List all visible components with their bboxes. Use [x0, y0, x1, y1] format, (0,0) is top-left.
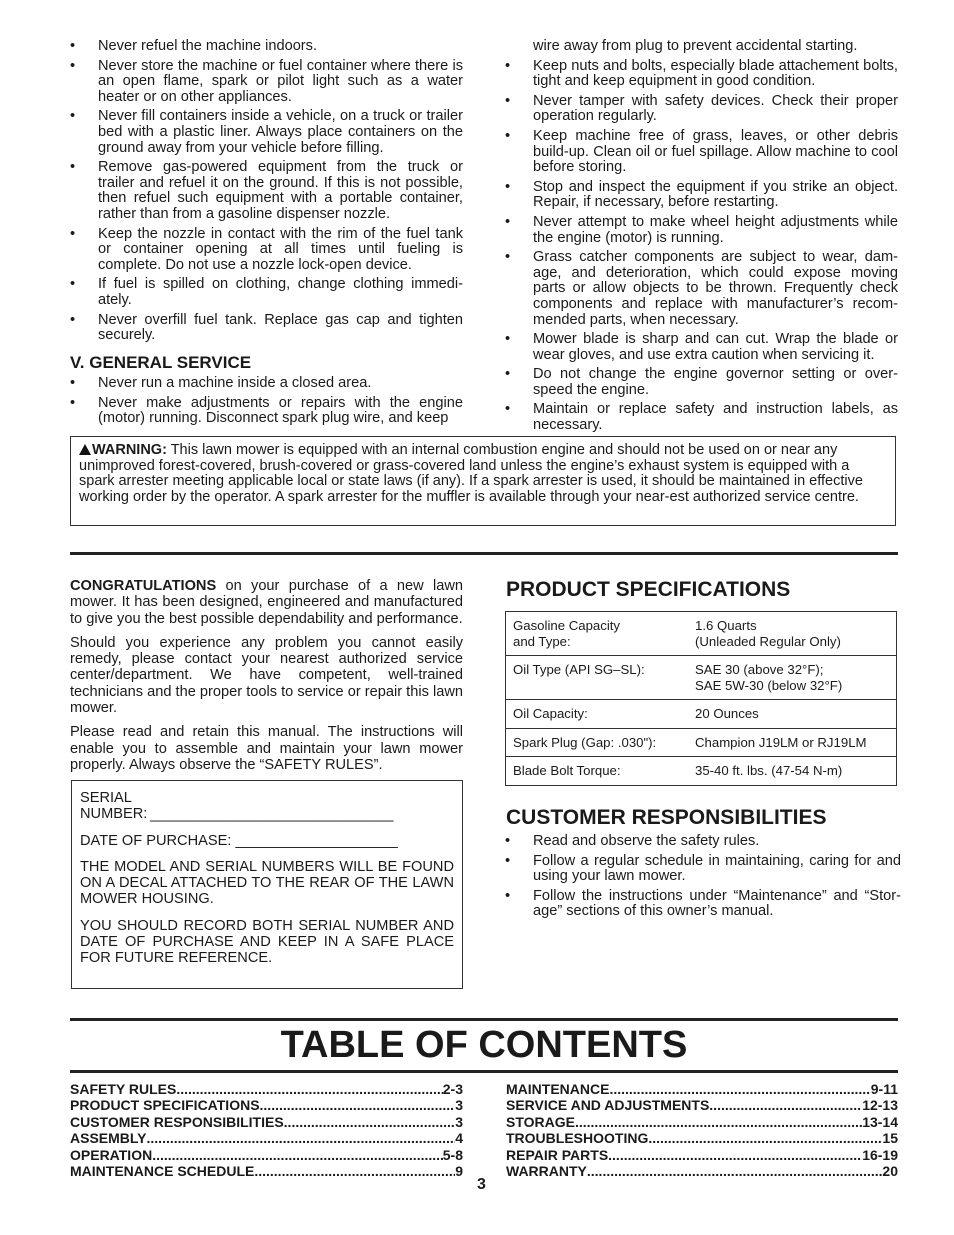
toc-entry-label: MAINTENANCE SCHEDULE	[70, 1163, 255, 1180]
toc-entry[interactable]	[506, 1081, 898, 1097]
list-item: • Never run a machine inside a closed area.	[70, 376, 463, 392]
toc-entry-label: STORAGE	[506, 1113, 575, 1130]
toc-entry[interactable]	[70, 1097, 463, 1113]
spec-value: SAE 5W-30 (below 32°F)	[695, 677, 843, 693]
list-item: • Grass catcher components are subject to wear, dam-age, and deterioration, which could expose moving parts or allow objects to be thrown. Frequently check components and replace with manufacturer’s recom-mended parts, when necessary.	[505, 250, 898, 328]
table-row	[506, 757, 897, 786]
serial-note-1: THE MODEL AND SERIAL NUMBERS WILL BE FOUND ON A DECAL ATTACHED TO THE REAR OF THE LAWN MOWER HOUSING.	[80, 858, 454, 908]
serial-number-blank: ______________________________	[150, 806, 394, 823]
toc-title: TABLE OF CONTENTS	[280, 1024, 688, 1066]
safety-bullets-right	[505, 39, 898, 438]
toc-leader	[254, 1163, 455, 1179]
toc-entry-page: 4	[455, 1130, 463, 1147]
toc-entry-label: ASSEMBLY	[70, 1130, 147, 1147]
toc-entry-label: SAFETY RULES	[70, 1081, 177, 1097]
toc-entry-label: TROUBLESHOOTING	[506, 1130, 649, 1147]
list-item: • Never attempt to make wheel height adjustments while the engine (motor) is running.	[505, 215, 898, 246]
toc-leader	[176, 1081, 442, 1097]
toc-leader	[575, 1114, 862, 1130]
table-row	[506, 700, 897, 729]
toc-entry-label: REPAIR PARTS	[506, 1146, 609, 1163]
list-item: • Never fill containers inside a vehicle, on a truck or trailer bed with a plastic liner. Always place containers on the ground away from your vehicle before filling.	[70, 109, 463, 156]
toc-entry-page: 9	[455, 1163, 463, 1180]
list-item: • Remove gas-powered equipment from the truck or trailer and refuel it on the ground. If this is not possible, then refuel such equipment with a portable container, rather than from a gasoline dispenser nozzle.	[70, 160, 463, 222]
list-item: • Never make adjustments or repairs with the engine (motor) running. Disconnect spark plug wire, and keep	[70, 396, 463, 427]
toc-entry-label: WARRANTY	[506, 1163, 587, 1180]
spec-key: Blade Bolt Torque:	[513, 763, 621, 778]
warning-label: WARNING:	[92, 442, 167, 458]
toc-leader	[608, 1147, 862, 1163]
intro-paragraph-2: Should you experience any problem you cannot easily remedy, please contact your nearest authorized service center/department. We have competent, well-trained technicians and the proper tools to service or repair this lawn mower.	[70, 634, 463, 717]
toc-entry[interactable]	[70, 1147, 463, 1163]
serial-number-line	[80, 790, 454, 823]
toc-leader	[284, 1114, 456, 1130]
list-item: • Never store the machine or fuel container where there is an open flame, spark or pilot light such as a water heater or on other appliances.	[70, 59, 463, 106]
list-item: • Keep nuts and bolts, especially blade attachement bolts, tight and keep equipment in good condition.	[505, 59, 898, 90]
congratulations-lead: CONGRATULATIONS	[70, 578, 217, 594]
toc-entry[interactable]	[506, 1163, 898, 1179]
warning-box	[70, 436, 896, 526]
toc-left-column	[70, 1081, 463, 1179]
toc-entry-page: 2-3	[442, 1081, 463, 1097]
section-divider	[70, 552, 898, 555]
list-item: • Never tamper with safety devices. Check their proper operation regularly.	[505, 94, 898, 125]
toc-right-column	[506, 1081, 898, 1179]
spec-value: 35-40 ft. lbs. (47-54 N-m)	[695, 763, 843, 778]
toc-leader	[609, 1081, 870, 1097]
toc-leader	[587, 1163, 883, 1179]
spec-key: Gasoline Capacity	[513, 618, 621, 633]
toc-entry-page: 5-8	[442, 1146, 463, 1163]
toc-entry-label: PRODUCT SPECIFICATIONS	[70, 1097, 260, 1114]
list-item: • Keep the nozzle in contact with the rim of the fuel tank or container opening at all times until fueling is complete. Do not use a nozzle lock-open device.	[70, 227, 463, 274]
toc-entry-page: 9-11	[870, 1081, 898, 1097]
product-specs-heading: PRODUCT SPECIFICATIONS	[506, 578, 791, 601]
toc-entry[interactable]	[70, 1081, 463, 1097]
date-of-purchase-label: DATE OF PURCHASE:	[80, 832, 232, 849]
spec-key: Spark Plug (Gap: .030"):	[513, 734, 657, 750]
spec-key: and Type:	[513, 633, 571, 649]
spec-value: (Unleaded Regular Only)	[695, 633, 841, 649]
safety-bullets-left	[70, 39, 463, 348]
date-of-purchase-line	[80, 833, 454, 849]
intro-paragraph-1	[70, 578, 463, 627]
toc-entry[interactable]	[506, 1130, 898, 1146]
list-item: • Stop and inspect the equipment if you strike an object. Repair, if necessary, before restarting.	[505, 180, 898, 211]
toc-entry-page: 16-19	[862, 1146, 898, 1163]
toc-entry[interactable]	[70, 1130, 463, 1146]
spec-value: Champion J19LM or RJ19LM	[695, 734, 867, 750]
spec-value: 20 Ounces	[695, 706, 759, 721]
toc-entry-label: CUSTOMER RESPONSIBILITIES	[70, 1113, 284, 1130]
customer-resp-heading: CUSTOMER RESPONSIBILITIES	[506, 806, 827, 829]
spec-value: SAE 30 (above 32°F);	[695, 662, 824, 677]
list-item: • Maintain or replace safety and instruction labels, as necessary.	[505, 402, 898, 433]
table-row	[506, 612, 897, 656]
toc-entry-label: SERVICE AND ADJUSTMENTS	[506, 1097, 710, 1114]
toc-entry-page: 12-13	[862, 1097, 898, 1114]
list-item: • Never overfill fuel tank. Replace gas cap and tighten securely.	[70, 313, 463, 344]
warning-triangle-icon	[79, 444, 91, 455]
toc-entry-page: 15	[882, 1130, 898, 1147]
list-item: • Keep machine free of grass, leaves, or other debris build-up. Clean oil or fuel spillage. Allow machine to cool before storing.	[505, 129, 898, 176]
toc-leader	[260, 1097, 456, 1113]
warning-text: This lawn mower is equipped with an internal combustion engine and should not be used on or near any unimproved forest-covered, brush-covered or grass-covered land unless the engine’s exhaust system is equipped with a spark arrester meeting applicable local or state laws (if any). If a spark arrester is used, it should be maintained in effective working order by the operator. A spark arrester for the muffler is available through your near-est authorized service centre.	[79, 442, 863, 505]
toc-top-rule	[70, 1018, 898, 1021]
spec-key: Oil Capacity:	[513, 706, 588, 721]
serial-number-label: SERIAL NUMBER:	[80, 790, 148, 823]
customer-resp-list	[505, 834, 901, 924]
toc-leader	[152, 1147, 443, 1163]
continued-text: wire away from plug to prevent accidental starting.	[533, 38, 858, 54]
list-item: • Do not change the engine governor setting or over-speed the engine.	[505, 367, 898, 398]
table-row	[506, 728, 897, 757]
general-service-heading: V. GENERAL SERVICE	[70, 353, 252, 372]
toc-entry[interactable]	[506, 1147, 898, 1163]
toc-bottom-rule	[70, 1070, 898, 1073]
serial-number-box	[71, 780, 463, 989]
list-item: • Follow a regular schedule in maintaining, caring for and using your lawn mower.	[505, 854, 901, 885]
list-item: • Mower blade is sharp and can cut. Wrap the blade or wear gloves, and use extra caution when servicing it.	[505, 332, 898, 363]
product-specs-table	[505, 611, 897, 786]
toc-entry[interactable]	[70, 1163, 463, 1179]
list-item: • Never refuel the machine indoors.	[70, 39, 463, 55]
intro-paragraph-3: Please read and retain this manual. The instructions will enable you to assemble and maintain your lawn mower properly. Always observe the “SAFETY RULES”.	[70, 724, 463, 773]
intro-text	[70, 578, 463, 781]
spec-value: 1.6 Quarts	[695, 618, 757, 633]
intro-p1-text: on your purchase of a new lawn mower. It has been designed, engineered and manufactured to give you the best possible dependability and performance.	[70, 578, 463, 627]
spec-key: Oil Type (API SG–SL):	[513, 662, 645, 677]
serial-note-2: YOU SHOULD RECORD BOTH SERIAL NUMBER AND DATE OF PURCHASE AND KEEP IN A SAFE PLACE FOR FUTURE REFERENCE.	[80, 917, 454, 967]
toc-entry-label: OPERATION	[70, 1146, 153, 1163]
toc-entry[interactable]	[506, 1097, 898, 1113]
date-of-purchase-blank: ____________________	[235, 832, 398, 849]
toc-entry-page: 20	[882, 1163, 898, 1180]
toc-entry[interactable]	[506, 1114, 898, 1130]
toc-leader	[648, 1130, 882, 1146]
toc-leader	[147, 1130, 456, 1146]
toc-entry-page: 3	[455, 1113, 463, 1130]
list-item: • Follow the instructions under “Maintenance” and “Stor-age” sections of this owner’s manual.	[505, 889, 901, 920]
list-item: • Read and observe the safety rules.	[505, 834, 901, 850]
toc-entry-page: 13-14	[862, 1113, 898, 1130]
toc-entry[interactable]	[70, 1114, 463, 1130]
toc-entry-label: MAINTENANCE	[506, 1081, 610, 1097]
toc-entry-page: 3	[455, 1097, 463, 1114]
toc-leader	[709, 1097, 862, 1113]
table-row	[506, 656, 897, 700]
list-item: • If fuel is spilled on clothing, change clothing immedi-ately.	[70, 277, 463, 308]
page-number: 3	[477, 1176, 486, 1193]
general-service-bullets	[70, 376, 463, 431]
